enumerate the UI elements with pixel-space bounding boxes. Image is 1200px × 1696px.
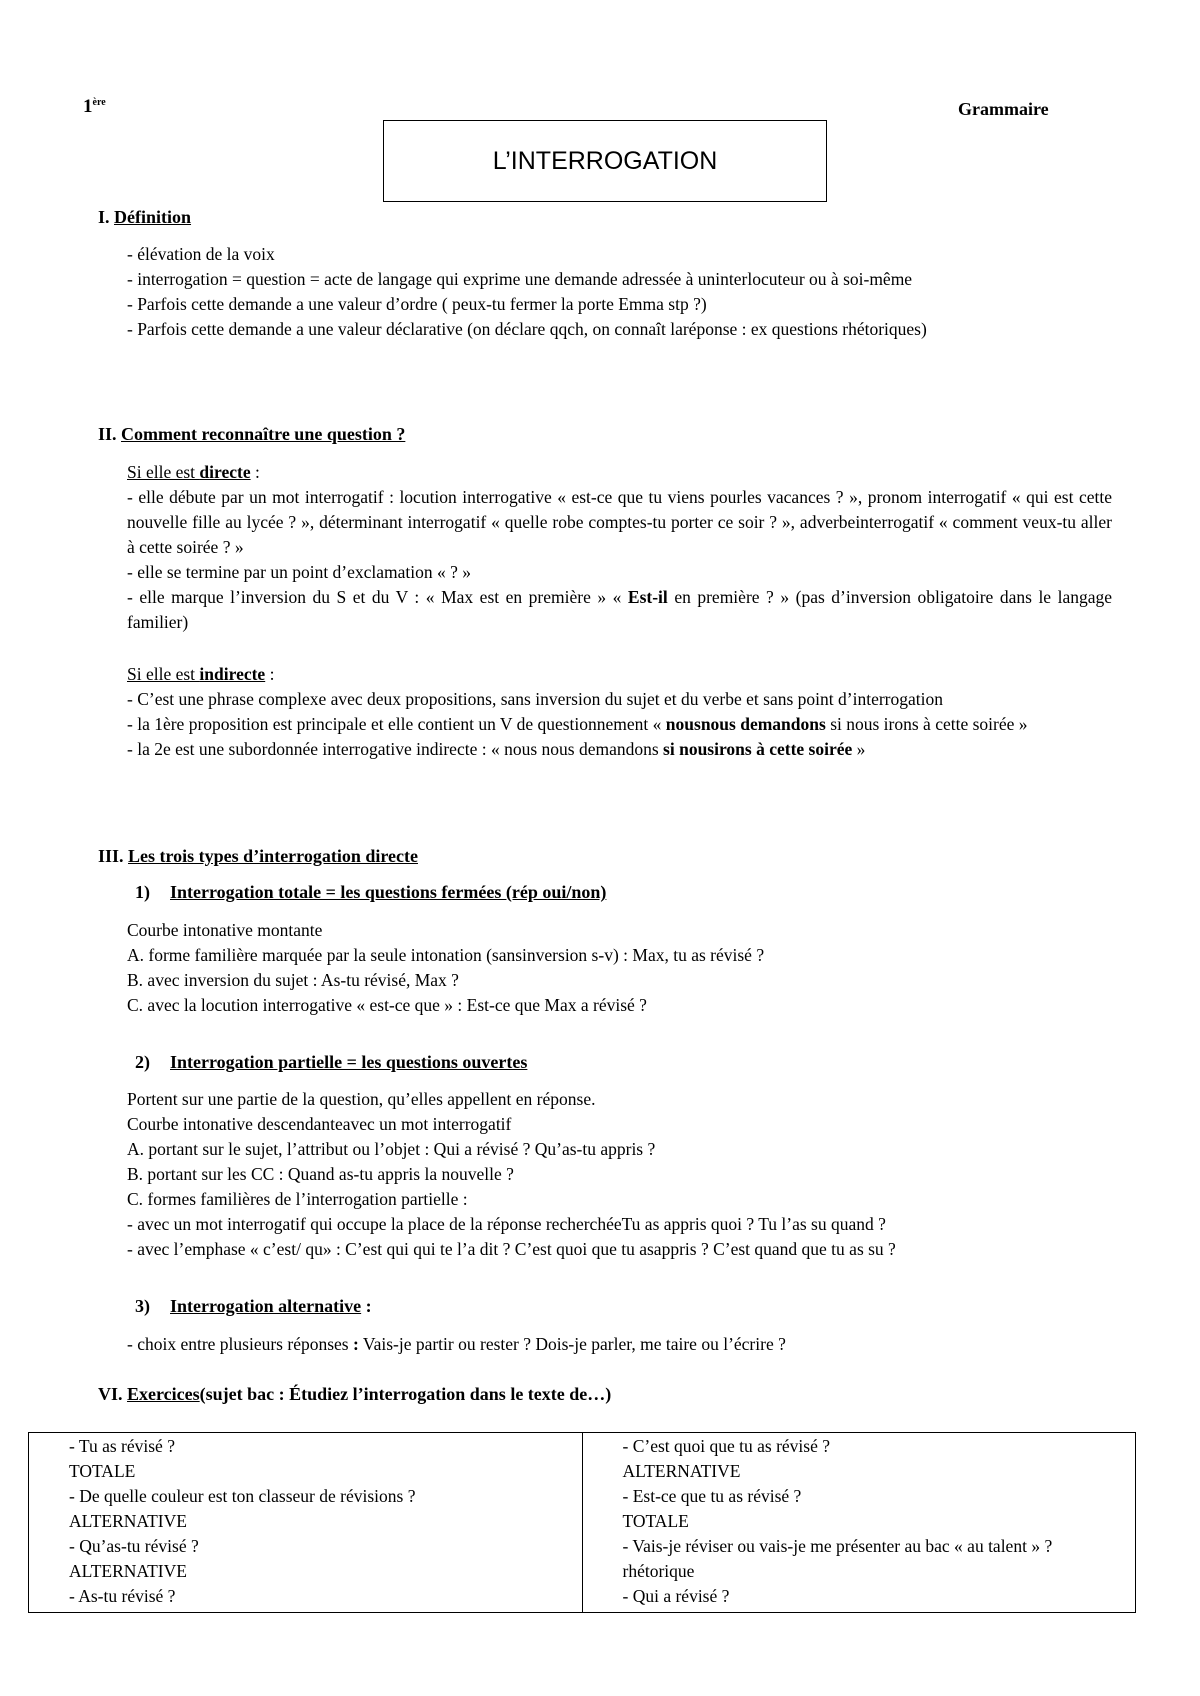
- exercise-line: - As-tu révisé ?: [69, 1586, 176, 1606]
- exercise-line: - Est-ce que tu as révisé ?: [622, 1486, 802, 1506]
- section-indirect-body: [127, 662, 1112, 762]
- exercises-table: [28, 1432, 1136, 1613]
- subsection-partial-heading: 2) Interrogation partielle = les questions ouvertes: [135, 1052, 528, 1072]
- text-line: - avec un mot interrogatif qui occupe la place de la réponse recherchéeTu as appris quoi ? Tu l’as su quand ?: [127, 1214, 886, 1234]
- text-line: - elle se termine par un point d’exclamation « ? »: [127, 562, 472, 582]
- text-line: B. avec inversion du sujet : As-tu révisé, Max ?: [127, 970, 459, 990]
- table-row: [29, 1433, 1136, 1613]
- indirect-intro: Si elle est indirecte :: [127, 664, 275, 684]
- section-definition-heading: I. Définition: [98, 207, 192, 227]
- section-recognize-heading: II. Comment reconnaître une question ?: [98, 424, 406, 444]
- subsection-total-body: [127, 918, 1112, 1018]
- subsection-total-heading: 1) Interrogation totale = les questions fermées (rép oui/non): [135, 882, 607, 902]
- text-line: - la 2e est une subordonnée interrogative indirecte : « nous nous demandons si nousirons à cette soirée »: [127, 739, 866, 759]
- exercises-right-cell: [582, 1433, 1136, 1613]
- section-types-heading: III. Les trois types d’interrogation directe: [98, 846, 418, 866]
- section-direct-body: [127, 460, 1112, 635]
- exercise-line: TOTALE: [69, 1461, 136, 1481]
- section-definition-body: [127, 242, 1112, 342]
- text-line: A. portant sur le sujet, l’attribut ou l’objet : Qui a révisé ? Qu’as-tu appris ?: [127, 1139, 656, 1159]
- text-line: C. avec la locution interrogative « est-ce que » : Est-ce que Max a révisé ?: [127, 995, 647, 1015]
- exercise-line: TOTALE: [622, 1511, 689, 1531]
- exercise-line: - C’est quoi que tu as révisé ?: [622, 1436, 831, 1456]
- text-line: - choix entre plusieurs réponses : Vais-je partir ou rester ? Dois-je parler, me taire ou l’écrire ?: [127, 1334, 786, 1354]
- text-line: - la 1ère proposition est principale et elle contient un V de questionnement « nousnous demandons si nous irons à cette soirée »: [127, 714, 1028, 734]
- direct-intro: Si elle est directe :: [127, 462, 260, 482]
- class-level: 1ère: [83, 96, 106, 117]
- exercises-left-cell: [29, 1433, 583, 1613]
- text-line: Portent sur une partie de la question, qu’elles appellent en réponse.: [127, 1089, 596, 1109]
- page-title: L’INTERROGATION: [383, 120, 827, 202]
- exercise-line: - Qu’as-tu révisé ?: [69, 1536, 199, 1556]
- exercise-line: ALTERNATIVE: [69, 1511, 187, 1531]
- exercise-line: - Tu as révisé ?: [69, 1436, 175, 1456]
- subsection-partial-body: [127, 1087, 1112, 1262]
- text-line: C. formes familières de l’interrogation partielle :: [127, 1189, 468, 1209]
- subject-label: Grammaire: [958, 99, 1049, 119]
- subsection-alternative-body: [127, 1332, 1112, 1357]
- exercise-line: - Vais-je réviser ou vais-je me présenter au bac « au talent » ?: [622, 1536, 1053, 1556]
- subsection-alternative-heading: 3) Interrogation alternative :: [135, 1296, 372, 1316]
- section-exercises-heading: VI. Exercices(sujet bac : Étudiez l’interrogation dans le texte de…): [98, 1384, 612, 1404]
- text-line: - C’est une phrase complexe avec deux propositions, sans inversion du sujet et du verbe et sans point d’interrogation: [127, 689, 943, 709]
- text-line: A. forme familière marquée par la seule intonation (sansinversion s-v) : Max, tu as révisé ?: [127, 945, 765, 965]
- exercise-line: ALTERNATIVE: [69, 1561, 187, 1581]
- text-line: - Parfois cette demande a une valeur déclarative (on déclare qqch, on connaît laréponse : ex questions rhétoriques): [127, 319, 927, 339]
- text-line: - elle marque l’inversion du S et du V : « Max est en première » « Est-il en première ? » (pas d’inversion obligatoire dans le langage familier): [127, 587, 1113, 632]
- exercise-line: - Qui a révisé ?: [622, 1586, 730, 1606]
- exercise-line: ALTERNATIVE: [622, 1461, 741, 1481]
- text-line: B. portant sur les CC : Quand as-tu appris la nouvelle ?: [127, 1164, 514, 1184]
- text-line: - avec l’emphase « c’est/ qu» : C’est qui qui te l’a dit ? C’est quoi que tu asappris ? C’est quand que tu as su ?: [127, 1239, 896, 1259]
- text-line: - Parfois cette demande a une valeur d’ordre ( peux-tu fermer la porte Emma stp ?): [127, 294, 707, 314]
- text-line: - elle débute par un mot interrogatif : locution interrogative « est-ce que tu viens pourles vacances ? », pronom interrogatif « qui est cette nouvelle fille au lycée ? », déterminant interrogatif « quelle robe comptes-tu porter ce soir ? », adverbeinterrogatif « comment veux-tu aller à cette soirée ? »: [127, 487, 1112, 557]
- text-line: Courbe intonative descendanteavec un mot interrogatif: [127, 1114, 512, 1134]
- text-line: - élévation de la voix: [127, 244, 275, 264]
- exercise-line: rhétorique: [622, 1561, 695, 1581]
- text-line: Courbe intonative montante: [127, 920, 323, 940]
- exercise-line: - De quelle couleur est ton classeur de révisions ?: [69, 1486, 416, 1506]
- text-line: - interrogation = question = acte de langage qui exprime une demande adressée à uninterlocuteur ou à soi-même: [127, 269, 913, 289]
